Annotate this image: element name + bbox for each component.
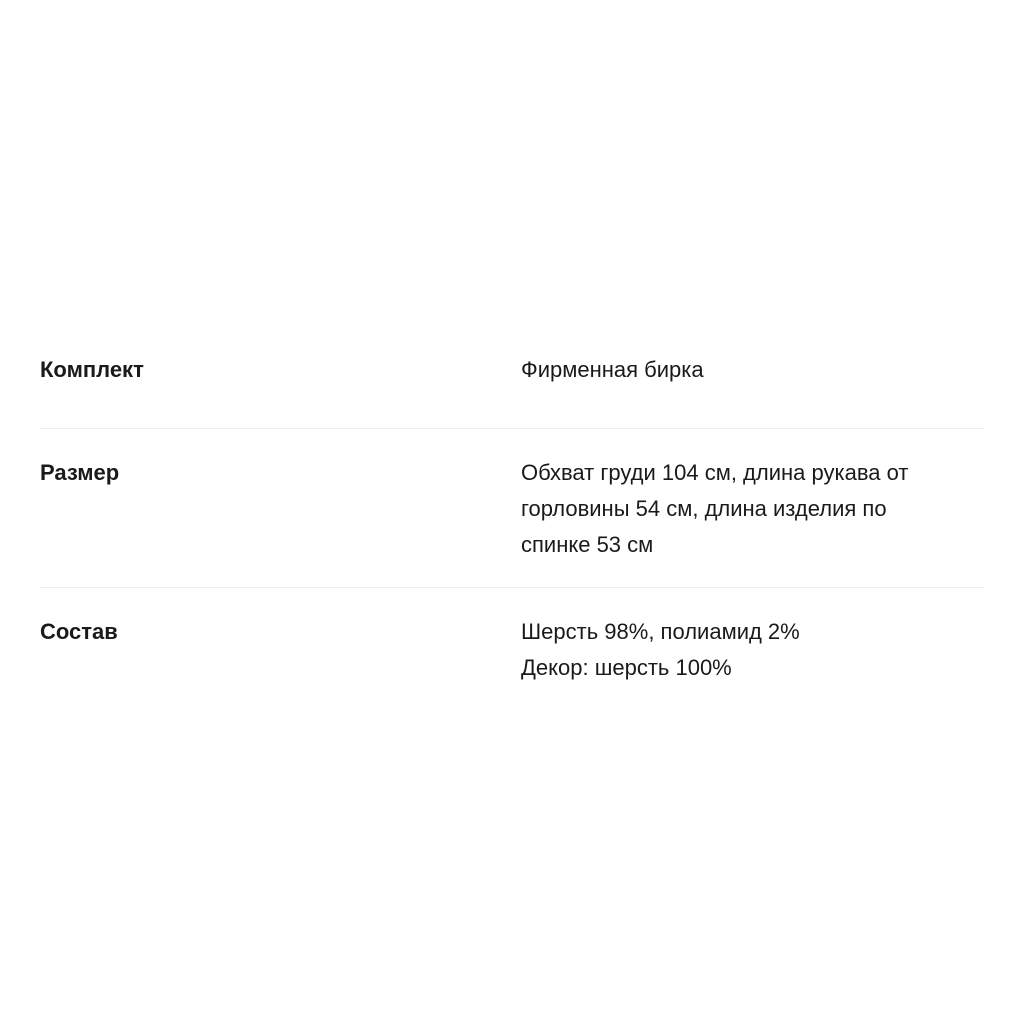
spec-row-composition (40, 588, 985, 714)
spec-value-line: Обхват груди 104 см, длина рукава от горловины 54 см, длина изделия по спинке 53 см (521, 460, 909, 557)
spec-value-composition (521, 614, 951, 686)
spec-value-size (521, 455, 951, 563)
spec-value-kit (521, 352, 951, 388)
spec-label-size: Размер (40, 460, 120, 485)
spec-value-line: Фирменная бирка (521, 357, 704, 382)
spec-label-kit: Комплект (40, 357, 144, 382)
product-spec-table (40, 336, 985, 714)
spec-label-composition: Состав (40, 619, 118, 644)
spec-row-size (40, 429, 985, 588)
spec-value-line: Шерсть 98%, полиамид 2% (521, 619, 800, 644)
spec-value-line: Декор: шерсть 100% (521, 655, 732, 680)
spec-row-kit (40, 336, 985, 429)
